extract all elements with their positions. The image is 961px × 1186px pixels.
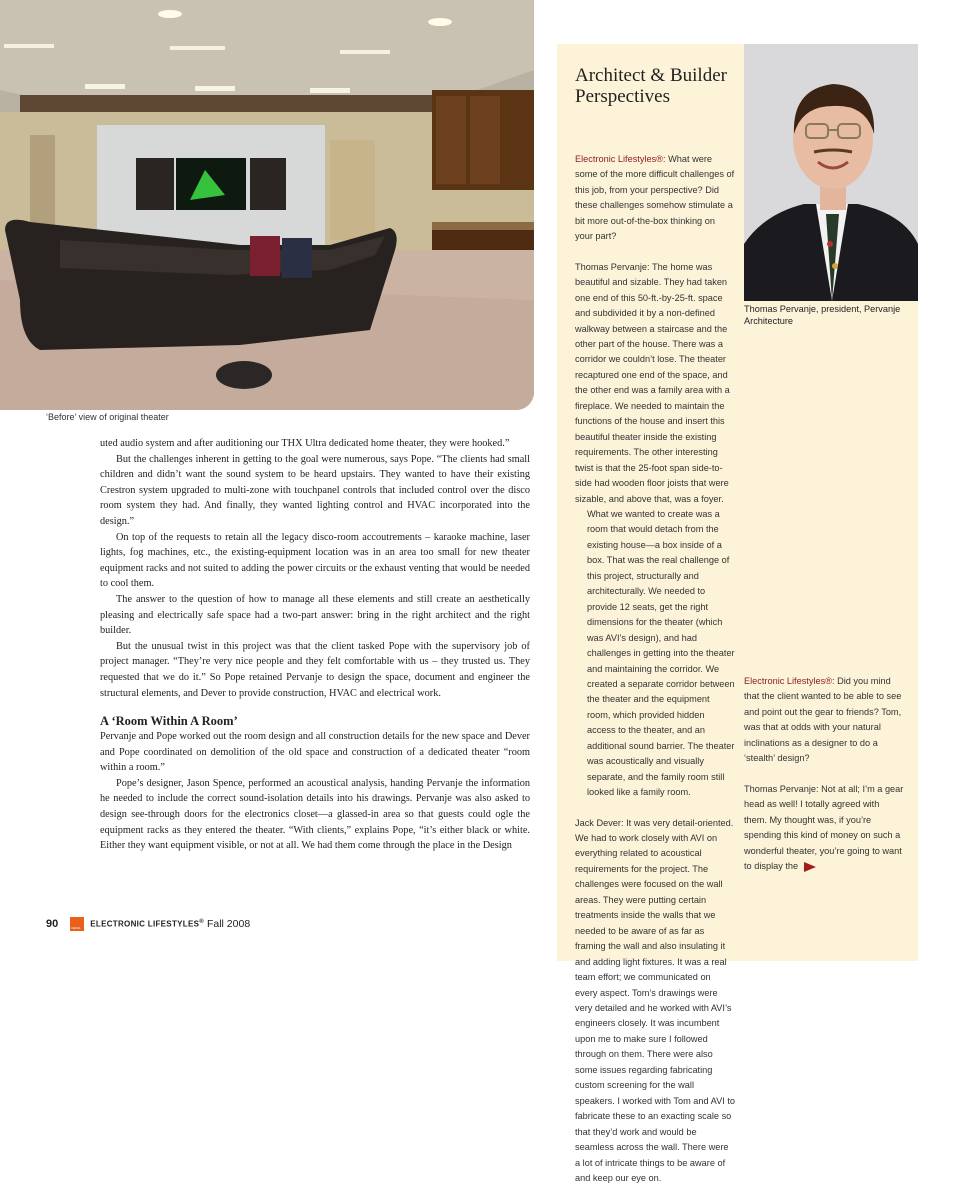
portrait-photo	[744, 44, 918, 301]
article-paragraph: But the challenges inherent in getting to the goal were numerous, says Pope. “The clients had small children and didn’t want the sound system to be heard upstairs. They wanted to have their existing Crestron system upgraded to multi-zone with touchpanel controls that included control over the disco room system they had. And finally, they wanted lighting control and HVAC incorporated into the design.”	[100, 453, 530, 527]
speaker-label: Electronic Lifestyles®:	[575, 154, 666, 164]
question-text: What were some of the more difficult challenges of this job, from your perspective? Did these challenges somehow stimulate a bit more out-of-the-box thinking on your part?	[575, 154, 735, 242]
page-footer	[46, 917, 250, 931]
speaker-label: Thomas Pervanje:	[744, 783, 819, 794]
answer-text: Not at all; I’m a gear head as well! I totally agreed with them. My thought was, if you’re spending this kind of money on such a wonderful theater, you’re going to want to display the	[744, 783, 904, 871]
speaker-label: Jack Dever:	[575, 817, 624, 828]
question-1	[575, 152, 735, 245]
article-paragraph: But the unusual twist in this project was that the client tasked Pope with the supervisory job of project manager. “They’re very nice people and they felt comfortable with us – they trusted us. They requested that we do it.” So Pope retained Pervanje to design the space, document and engineer the structural elements, and Dever to provide construction, HVAC and electrical work.	[100, 640, 530, 699]
article-subhead: A ‘Room Within A Room’	[100, 714, 238, 729]
article-paragraph: uted audio system and after auditioning our THX Ultra dedicated home theater, they were hooked.”	[100, 438, 510, 449]
page-number: 90	[46, 918, 59, 930]
sidebar-title: Architect & Builder Perspectives	[575, 65, 727, 107]
answer-text: The home was beautiful and sizable. They had taken one end of this 50-ft.-by-25-ft. space and subdivided it by a non-defined walkway between a staircase and the other part of the house. There was a corridor we couldn’t lose. The theater recaptured one end of the space, and the other end was a family area with a fireplace. We needed to maintain the functions of the house and insert this beautiful theater inside the existing requirements. The other interesting twist is that the 25-foot span side-to-side had wooden floor joists that were sizable, and above that, was a foyer.	[575, 261, 730, 504]
answer-3	[744, 782, 904, 875]
question-text: Did you mind that the client wanted to be able to see and point out the gear to friends? Tom, was that at odds with your natural inclinations as a designer to do a ‘stealth’ design?	[744, 676, 902, 764]
portrait-caption: Thomas Pervanje, president, Pervanje Architecture	[744, 304, 901, 327]
magazine-name: ELECTRONIC LIFESTYLES®	[90, 919, 204, 929]
cedia-logo	[70, 917, 84, 931]
photo-caption: ‘Before’ view of original theater	[46, 412, 169, 422]
answer-text: It was very detail-oriented. We had to work closely with AVI on everything related to acoustical requirements for the project. The challenges were focused on the wall areas. They were putting certain treatments inside the walls that we needed to be aware of as far as framing the wall and also insulating it and adding light fixtures. It was a real team effort; we communicated on every aspect. Tom’s drawings were very detailed and he worked with AVI’s engineers closely. It was incumbent upon me to make sure I followed through on them. There were also some issues regarding fabricating custom screening for the wall speakers. I worked with Tom and AVI to fabricate these to an exacting scale so that they’d work and would be seamless across the wall. There were a lot of intricate things to be aware of and keep our eye on.	[575, 817, 736, 1183]
sidebar-column-1	[575, 152, 735, 1186]
speaker-label: Electronic Lifestyles®:	[744, 676, 835, 686]
article-body	[100, 436, 530, 854]
article-paragraph: Pope’s designer, Jason Spence, performed an acoustical analysis, handing Pervanje the information he needed to include the correct sound-isolation details into his drawings. Pervanje was also asked to design see-through doors for the electronics closet—a glassed-in area so that guests could ogle the equipment racks as they entered the theater. “With clients,” explains Pope, “it’s either black or white. Either they want equipment visible, or not at all. We had them come through the place in the Design	[100, 777, 530, 852]
question-2	[744, 674, 904, 767]
article-paragraph: The answer to the question of how to manage all these elements and still create an aesthetically pleasing and electrically safe space had a two-part answer: bring in the right architect and the right builder.	[100, 593, 530, 637]
sidebar-column-2	[744, 344, 904, 874]
logo-text: CEDIA	[71, 926, 81, 930]
article-paragraph: On top of the requests to retain all the legacy disco-room accoutrements – karaoke machine, laser lights, fog machines, etc., the existing-equipment location was in an area too small for new theater equipment racks and not suited to adding the power circuits or the exhaust venting that would be needed to cool them.	[100, 531, 530, 590]
answer-1-continued: What we wanted to create was a room that would detach from the existing house—a box inside of a box. That was the real challenge of this project, structurally and architecturally. We needed to provide 12 seats, get the right dimensions for the theater (which was AVI’s design), and had challenges in getting into the theater and maintaining the corridor. We created a separate corridor between the theater and the equipment room, which provided hidden access to the theater, and an additional sound barrier. The theater was acoustically and visually separate, and the family room still looked like a family room.	[587, 508, 735, 798]
speaker-label: Thomas Pervanje:	[575, 261, 650, 272]
before-theater-photo	[0, 0, 534, 410]
continue-arrow-icon	[804, 862, 816, 872]
answer-1	[575, 260, 735, 507]
issue-label: Fall 2008	[206, 918, 251, 930]
article-paragraph: Pervanje and Pope worked out the room design and all construction details for the new space and Dever and Pope coordinated on demolition of the old space and construction of a dedicated theater “room within a room.”	[100, 731, 530, 774]
answer-2	[575, 816, 735, 1186]
